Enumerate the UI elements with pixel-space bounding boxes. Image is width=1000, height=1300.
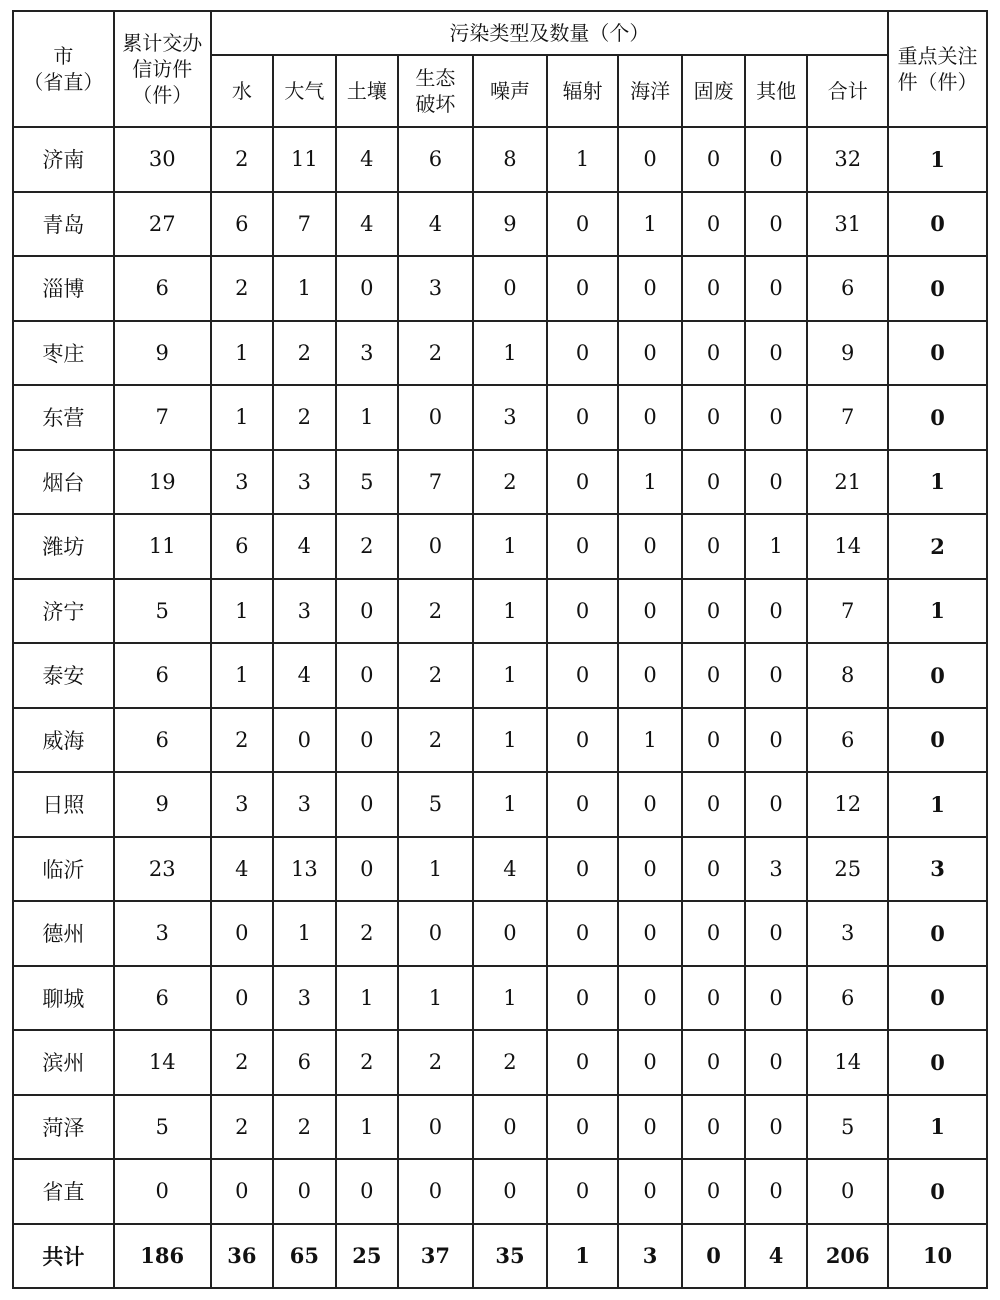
type-count-cell: 0 (682, 450, 745, 515)
cumulative-cell: 5 (114, 579, 211, 644)
focus-cell: 0 (888, 385, 987, 450)
focus-cell: 0 (888, 901, 987, 966)
table-body (13, 127, 987, 1288)
type-count-cell: 1 (473, 966, 548, 1031)
type-count-cell: 0 (398, 1159, 473, 1224)
type-count-cell: 36 (211, 1224, 274, 1289)
type-count-cell: 31 (807, 192, 888, 257)
type-count-cell: 5 (398, 772, 473, 837)
type-count-cell: 0 (682, 256, 745, 321)
type-count-cell: 0 (682, 321, 745, 386)
type-count-cell: 0 (336, 708, 399, 773)
type-count-cell: 6 (807, 966, 888, 1031)
type-count-cell: 3 (807, 901, 888, 966)
table-row (13, 837, 987, 902)
type-count-cell: 0 (618, 385, 683, 450)
city-cell: 德州 (13, 901, 114, 966)
type-count-cell: 2 (398, 643, 473, 708)
type-count-cell: 0 (547, 1030, 618, 1095)
type-count-cell: 2 (336, 901, 399, 966)
type-count-cell: 0 (398, 385, 473, 450)
header-type (398, 55, 473, 127)
type-count-cell: 0 (682, 192, 745, 257)
type-count-cell: 1 (618, 708, 683, 773)
type-count-cell: 0 (336, 256, 399, 321)
table-row (13, 450, 987, 515)
header-type (618, 55, 683, 127)
type-count-cell: 0 (547, 708, 618, 773)
type-count-cell: 2 (273, 385, 336, 450)
header-type (745, 55, 808, 127)
type-count-cell: 0 (682, 1095, 745, 1160)
type-count-cell: 0 (745, 643, 808, 708)
type-count-cell: 0 (745, 385, 808, 450)
type-count-cell: 1 (211, 321, 274, 386)
type-count-cell: 65 (273, 1224, 336, 1289)
type-count-cell: 4 (336, 127, 399, 192)
type-count-cell: 0 (682, 385, 745, 450)
type-count-cell: 1 (398, 837, 473, 902)
type-count-cell: 0 (398, 901, 473, 966)
cumulative-cell: 30 (114, 127, 211, 192)
type-count-cell: 7 (807, 579, 888, 644)
focus-cell: 3 (888, 837, 987, 902)
header-pollution-group (211, 11, 889, 55)
cumulative-cell: 27 (114, 192, 211, 257)
type-count-cell: 0 (547, 450, 618, 515)
type-count-cell: 3 (473, 385, 548, 450)
table-row (13, 708, 987, 773)
type-count-cell: 0 (682, 579, 745, 644)
type-count-cell: 2 (398, 1030, 473, 1095)
type-count-cell: 0 (473, 1159, 548, 1224)
type-count-cell: 2 (398, 708, 473, 773)
type-count-cell: 4 (336, 192, 399, 257)
total-row (13, 1224, 987, 1289)
type-count-cell: 0 (618, 1159, 683, 1224)
type-count-cell: 1 (273, 256, 336, 321)
type-count-cell: 1 (473, 643, 548, 708)
header-type-label: 土壤 (346, 79, 387, 103)
city-cell: 泰安 (13, 643, 114, 708)
type-count-cell: 1 (211, 385, 274, 450)
focus-cell: 1 (888, 127, 987, 192)
table-row (13, 901, 987, 966)
header-type-label: 辐射 (562, 79, 603, 103)
table-row (13, 192, 987, 257)
type-count-cell: 3 (211, 450, 274, 515)
city-cell: 东营 (13, 385, 114, 450)
type-count-cell: 0 (273, 708, 336, 773)
table-row (13, 385, 987, 450)
type-count-cell: 0 (618, 321, 683, 386)
type-count-cell: 8 (807, 643, 888, 708)
type-count-cell: 2 (273, 1095, 336, 1160)
header-type (682, 55, 745, 127)
type-count-cell: 0 (473, 901, 548, 966)
type-count-cell: 0 (745, 966, 808, 1031)
table-row (13, 579, 987, 644)
header-type (273, 55, 336, 127)
type-count-cell: 9 (807, 321, 888, 386)
city-cell: 威海 (13, 708, 114, 773)
type-count-cell: 2 (473, 1030, 548, 1095)
type-count-cell: 0 (336, 837, 399, 902)
city-cell: 青岛 (13, 192, 114, 257)
type-count-cell: 21 (807, 450, 888, 515)
type-count-cell: 7 (398, 450, 473, 515)
type-count-cell: 1 (473, 708, 548, 773)
type-count-cell: 0 (398, 1095, 473, 1160)
city-cell: 烟台 (13, 450, 114, 515)
type-count-cell: 0 (336, 1159, 399, 1224)
type-count-cell: 0 (682, 837, 745, 902)
cumulative-cell: 5 (114, 1095, 211, 1160)
type-count-cell: 6 (807, 708, 888, 773)
type-count-cell: 4 (473, 837, 548, 902)
type-count-cell: 0 (618, 514, 683, 579)
header-type-label: 固废 (693, 79, 734, 103)
header-type (211, 55, 274, 127)
type-count-cell: 0 (336, 772, 399, 837)
type-count-cell: 1 (473, 772, 548, 837)
table-row (13, 772, 987, 837)
type-count-cell: 3 (211, 772, 274, 837)
city-cell: 枣庄 (13, 321, 114, 386)
cumulative-cell: 7 (114, 385, 211, 450)
header-pollution-group-label: 污染类型及数量（个） (449, 21, 650, 45)
cumulative-cell: 3 (114, 901, 211, 966)
type-count-cell: 1 (211, 643, 274, 708)
type-count-cell: 0 (682, 643, 745, 708)
type-count-cell: 2 (398, 321, 473, 386)
type-count-cell: 0 (682, 1030, 745, 1095)
type-count-cell: 0 (745, 772, 808, 837)
header-type-label: 大气 (284, 79, 325, 103)
type-count-cell: 0 (547, 772, 618, 837)
type-count-cell: 0 (682, 901, 745, 966)
type-count-cell: 1 (745, 514, 808, 579)
focus-cell: 1 (888, 772, 987, 837)
focus-cell: 0 (888, 192, 987, 257)
type-count-cell: 1 (547, 1224, 618, 1289)
header-type (473, 55, 548, 127)
type-count-cell: 3 (745, 837, 808, 902)
type-count-cell: 0 (745, 192, 808, 257)
city-cell: 省直 (13, 1159, 114, 1224)
type-count-cell: 0 (336, 643, 399, 708)
header-cumulative-label: 累计交办 信访件 （件） (122, 31, 203, 107)
header-type-label: 其他 (756, 79, 797, 103)
type-count-cell: 25 (336, 1224, 399, 1289)
type-count-cell: 25 (807, 837, 888, 902)
type-count-cell: 0 (618, 643, 683, 708)
focus-cell: 0 (888, 966, 987, 1031)
type-count-cell: 1 (473, 514, 548, 579)
table-row (13, 127, 987, 192)
focus-cell: 0 (888, 708, 987, 773)
cumulative-cell: 11 (114, 514, 211, 579)
type-count-cell: 0 (547, 643, 618, 708)
type-count-cell: 6 (211, 514, 274, 579)
type-count-cell: 3 (618, 1224, 683, 1289)
type-count-cell: 3 (273, 450, 336, 515)
type-count-cell: 2 (473, 450, 548, 515)
type-count-cell: 2 (336, 514, 399, 579)
city-cell: 菏泽 (13, 1095, 114, 1160)
focus-cell: 1 (888, 579, 987, 644)
type-count-cell: 6 (273, 1030, 336, 1095)
type-count-cell: 12 (807, 772, 888, 837)
type-count-cell: 1 (336, 966, 399, 1031)
type-count-cell: 0 (618, 772, 683, 837)
table-row (13, 1095, 987, 1160)
header-focus-label: 重点关注 件（件） (897, 44, 978, 94)
type-count-cell: 4 (273, 514, 336, 579)
header-type-label: 海洋 (630, 79, 671, 103)
header-city-label: 市 （省直） (23, 44, 104, 94)
type-count-cell: 9 (473, 192, 548, 257)
cumulative-cell: 6 (114, 708, 211, 773)
header-city (13, 11, 114, 127)
type-count-cell: 0 (547, 192, 618, 257)
type-count-cell: 4 (398, 192, 473, 257)
type-count-cell: 0 (682, 772, 745, 837)
city-cell: 日照 (13, 772, 114, 837)
type-count-cell: 11 (273, 127, 336, 192)
type-count-cell: 8 (473, 127, 548, 192)
complaint-table (12, 10, 988, 1289)
type-count-cell: 0 (682, 1224, 745, 1289)
type-count-cell: 0 (745, 1159, 808, 1224)
type-count-cell: 2 (336, 1030, 399, 1095)
city-cell: 潍坊 (13, 514, 114, 579)
header-focus (888, 11, 987, 127)
type-count-cell: 0 (618, 901, 683, 966)
type-count-cell: 1 (618, 450, 683, 515)
type-count-cell: 2 (211, 1095, 274, 1160)
type-count-cell: 0 (547, 966, 618, 1031)
type-count-cell: 0 (473, 256, 548, 321)
type-count-cell: 2 (211, 1030, 274, 1095)
cumulative-cell: 23 (114, 837, 211, 902)
type-count-cell: 0 (682, 514, 745, 579)
type-count-cell: 0 (745, 708, 808, 773)
type-count-cell: 0 (211, 1159, 274, 1224)
table-row (13, 966, 987, 1031)
focus-cell: 1 (888, 450, 987, 515)
type-count-cell: 0 (211, 901, 274, 966)
type-count-cell: 0 (547, 837, 618, 902)
type-count-cell: 0 (682, 127, 745, 192)
type-count-cell: 0 (682, 1159, 745, 1224)
type-count-cell: 0 (745, 256, 808, 321)
cumulative-cell: 6 (114, 966, 211, 1031)
type-count-cell: 0 (547, 514, 618, 579)
city-cell: 济南 (13, 127, 114, 192)
type-count-cell: 5 (336, 450, 399, 515)
type-count-cell: 32 (807, 127, 888, 192)
type-count-cell: 0 (618, 837, 683, 902)
type-count-cell: 0 (547, 901, 618, 966)
type-count-cell: 1 (336, 385, 399, 450)
type-count-cell: 7 (273, 192, 336, 257)
type-count-cell: 0 (336, 579, 399, 644)
type-count-cell: 0 (618, 579, 683, 644)
focus-cell: 1 (888, 1095, 987, 1160)
table-row (13, 643, 987, 708)
header-type (547, 55, 618, 127)
type-count-cell: 1 (336, 1095, 399, 1160)
type-count-cell: 0 (745, 127, 808, 192)
type-count-cell: 14 (807, 1030, 888, 1095)
type-count-cell: 0 (547, 1095, 618, 1160)
cumulative-cell: 186 (114, 1224, 211, 1289)
type-count-cell: 0 (547, 385, 618, 450)
focus-cell: 0 (888, 643, 987, 708)
type-count-cell: 3 (273, 772, 336, 837)
type-count-cell: 1 (273, 901, 336, 966)
type-count-cell: 3 (398, 256, 473, 321)
focus-cell: 0 (888, 256, 987, 321)
city-cell: 聊城 (13, 966, 114, 1031)
type-count-cell: 0 (547, 321, 618, 386)
type-count-cell: 0 (745, 450, 808, 515)
focus-cell: 0 (888, 1159, 987, 1224)
type-count-cell: 1 (211, 579, 274, 644)
type-count-cell: 6 (211, 192, 274, 257)
table-row (13, 514, 987, 579)
cumulative-cell: 9 (114, 772, 211, 837)
header-type-label: 水 (231, 79, 252, 103)
header-type-label: 合计 (827, 79, 868, 103)
header-type (336, 55, 399, 127)
type-count-cell: 3 (273, 579, 336, 644)
header-type-label: 噪声 (489, 79, 530, 103)
city-cell: 济宁 (13, 579, 114, 644)
type-count-cell: 6 (398, 127, 473, 192)
header-type-label: 生态 破坏 (415, 66, 456, 116)
table-row (13, 321, 987, 386)
type-count-cell: 0 (745, 901, 808, 966)
type-count-cell: 35 (473, 1224, 548, 1289)
type-count-cell: 0 (211, 966, 274, 1031)
type-count-cell: 2 (398, 579, 473, 644)
city-cell: 临沂 (13, 837, 114, 902)
cumulative-cell: 19 (114, 450, 211, 515)
focus-cell: 2 (888, 514, 987, 579)
type-count-cell: 0 (273, 1159, 336, 1224)
type-count-cell: 0 (682, 966, 745, 1031)
focus-cell: 0 (888, 1030, 987, 1095)
type-count-cell: 0 (745, 1095, 808, 1160)
type-count-cell: 1 (618, 192, 683, 257)
type-count-cell: 0 (745, 321, 808, 386)
type-count-cell: 6 (807, 256, 888, 321)
focus-cell: 0 (888, 321, 987, 386)
type-count-cell: 0 (682, 708, 745, 773)
type-count-cell: 2 (273, 321, 336, 386)
type-count-cell: 5 (807, 1095, 888, 1160)
table-row (13, 1030, 987, 1095)
type-count-cell: 0 (547, 1159, 618, 1224)
type-count-cell: 0 (398, 514, 473, 579)
type-count-cell: 0 (473, 1095, 548, 1160)
type-count-cell: 14 (807, 514, 888, 579)
type-count-cell: 7 (807, 385, 888, 450)
cumulative-cell: 6 (114, 256, 211, 321)
city-cell: 淄博 (13, 256, 114, 321)
cumulative-cell: 0 (114, 1159, 211, 1224)
cumulative-cell: 9 (114, 321, 211, 386)
type-count-cell: 0 (618, 256, 683, 321)
type-count-cell: 37 (398, 1224, 473, 1289)
type-count-cell: 1 (473, 579, 548, 644)
type-count-cell: 0 (618, 1030, 683, 1095)
type-count-cell: 2 (211, 256, 274, 321)
header-cumulative (114, 11, 211, 127)
table-row (13, 1159, 987, 1224)
cumulative-cell: 14 (114, 1030, 211, 1095)
city-cell: 滨州 (13, 1030, 114, 1095)
type-count-cell: 3 (273, 966, 336, 1031)
type-count-cell: 1 (473, 321, 548, 386)
type-count-cell: 2 (211, 127, 274, 192)
focus-cell: 10 (888, 1224, 987, 1289)
type-count-cell: 0 (547, 256, 618, 321)
type-count-cell: 13 (273, 837, 336, 902)
type-count-cell: 206 (807, 1224, 888, 1289)
type-count-cell: 3 (336, 321, 399, 386)
type-count-cell: 4 (273, 643, 336, 708)
type-count-cell: 4 (211, 837, 274, 902)
table-row (13, 256, 987, 321)
header-type (807, 55, 888, 127)
type-count-cell: 1 (547, 127, 618, 192)
city-cell: 共计 (13, 1224, 114, 1289)
type-count-cell: 0 (745, 579, 808, 644)
type-count-cell: 0 (547, 579, 618, 644)
type-count-cell: 0 (807, 1159, 888, 1224)
type-count-cell: 0 (618, 966, 683, 1031)
type-count-cell: 0 (618, 127, 683, 192)
type-count-cell: 0 (745, 1030, 808, 1095)
type-count-cell: 0 (618, 1095, 683, 1160)
type-count-cell: 4 (745, 1224, 808, 1289)
cumulative-cell: 6 (114, 643, 211, 708)
type-count-cell: 1 (398, 966, 473, 1031)
type-count-cell: 2 (211, 708, 274, 773)
